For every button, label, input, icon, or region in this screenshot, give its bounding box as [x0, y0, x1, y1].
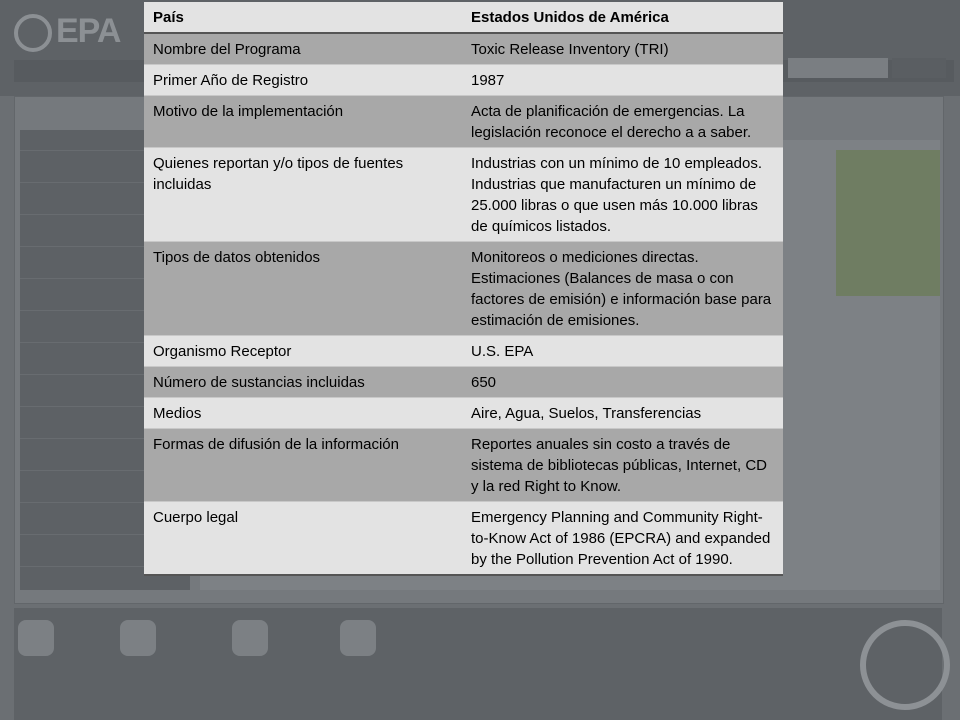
header-country-label: País [144, 2, 462, 33]
table-row [144, 148, 783, 242]
table-row [144, 336, 783, 367]
row-value: Acta de planificación de emergencias. La legislación reconoce el derecho a a saber. [462, 96, 783, 148]
table-row [144, 96, 783, 148]
row-value: 1987 [462, 65, 783, 96]
header-country-value: Estados Unidos de América [462, 2, 783, 33]
row-value: Monitoreos o mediciones directas. Estimaciones (Balances de masa o con factores de emisión) e información base para estimación de emisiones. [462, 242, 783, 336]
table-header-row [144, 2, 783, 33]
epa-seal-icon [860, 620, 950, 710]
row-label: Número de sustancias incluidas [144, 367, 462, 398]
row-value: 650 [462, 367, 783, 398]
row-label: Nombre del Programa [144, 33, 462, 65]
epa-logo-icon: EPA [14, 12, 124, 52]
table-row [144, 65, 783, 96]
program-info-table [144, 2, 783, 576]
row-label: Formas de difusión de la información [144, 429, 462, 502]
row-value: Toxic Release Inventory (TRI) [462, 33, 783, 65]
background-map-image [836, 150, 940, 296]
rss-icon [18, 620, 54, 656]
table-row [144, 502, 783, 576]
row-label: Primer Año de Registro [144, 65, 462, 96]
row-label: Organismo Receptor [144, 336, 462, 367]
table-row [144, 429, 783, 502]
row-label: Motivo de la implementación [144, 96, 462, 148]
row-value: Aire, Agua, Suelos, Transferencias [462, 398, 783, 429]
row-value: Emergency Planning and Community Right-to-Know Act of 1986 (EPCRA) and expanded by the Pollution Prevention Act of 1990. [462, 502, 783, 576]
background-search-box [788, 58, 888, 78]
table-row [144, 242, 783, 336]
row-label: Tipos de datos obtenidos [144, 242, 462, 336]
row-value: Reportes anuales sin costo a través de sistema de bibliotecas públicas, Internet, CD y la red Right to Know. [462, 429, 783, 502]
mobile-icon [232, 620, 268, 656]
row-value: U.S. EPA [462, 336, 783, 367]
email-icon [340, 620, 376, 656]
podcast-icon [120, 620, 156, 656]
row-label: Cuerpo legal [144, 502, 462, 576]
row-label: Medios [144, 398, 462, 429]
row-value: Industrias con un mínimo de 10 empleados. Industrias que manufacturen un mínimo de 25.000 libras o que usen más 10.000 libras de químicos listados. [462, 148, 783, 242]
row-label: Quienes reportan y/o tipos de fuentes incluidas [144, 148, 462, 242]
background-search-button [892, 58, 946, 78]
table-row [144, 33, 783, 65]
table-row [144, 367, 783, 398]
table-row [144, 398, 783, 429]
